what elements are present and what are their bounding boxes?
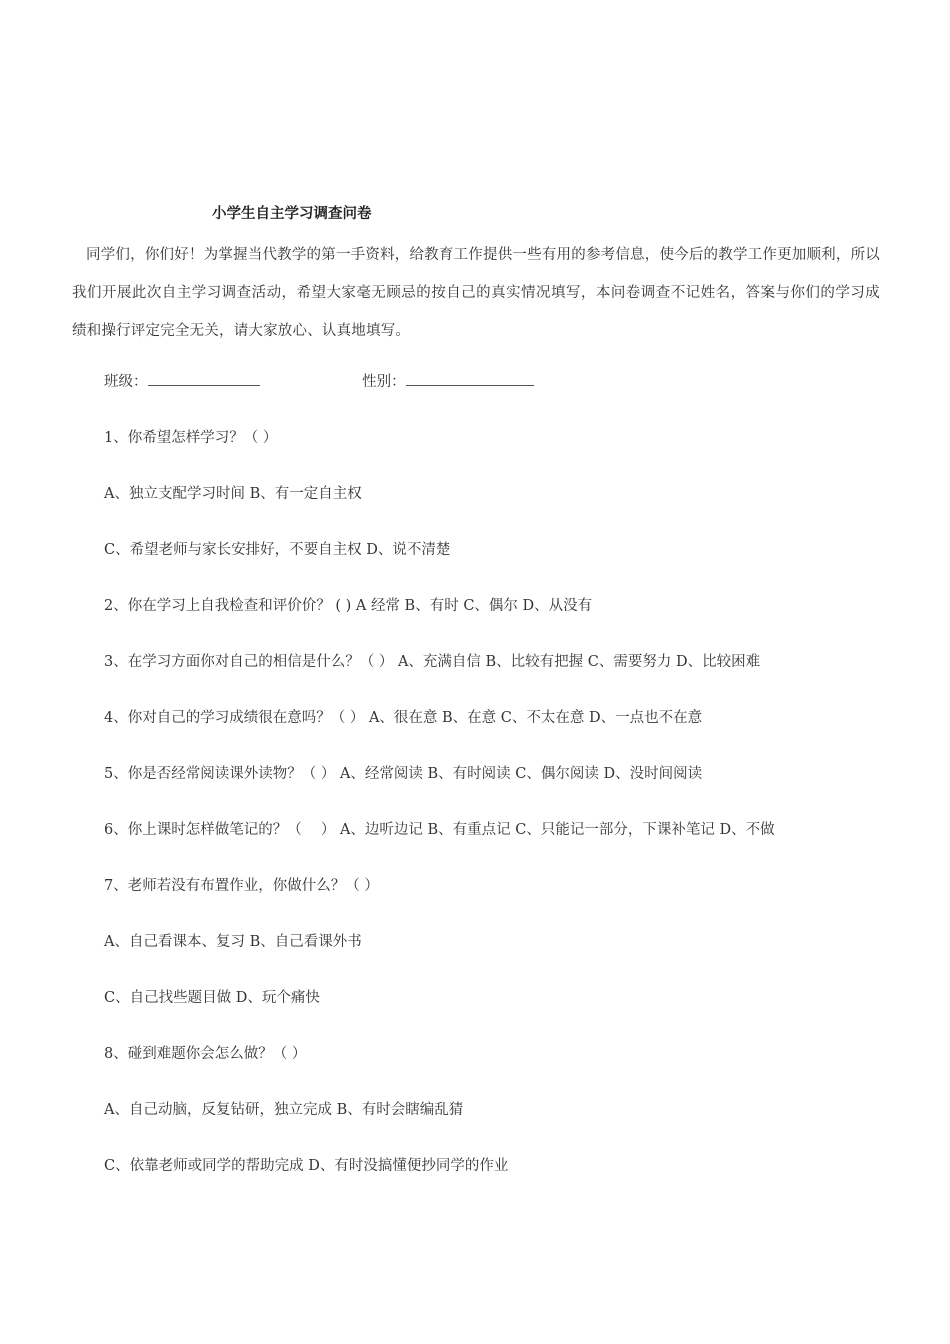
- question-1-options-cd: C、希望老师与家长安排好，不要自主权 D、说不清楚: [104, 542, 451, 558]
- class-field: [104, 370, 260, 391]
- question-7-options-cd: C、自己找些题目做 D、玩个痛快: [104, 990, 320, 1006]
- student-info-row: [104, 370, 534, 391]
- question-7-options-ab: A、自己看课本、复习 B、自己看课外书: [104, 934, 362, 950]
- question-1: 1、你希望怎样学习？（ ）: [104, 430, 278, 446]
- question-6: 6、你上课时怎样做笔记的？（ ） A、边听边记 B、有重点记 C、只能记一部分，下课补笔记 D、不做: [104, 822, 775, 838]
- question-3: 3、在学习方面你对自己的相信是什么？（ ） A、充满自信 B、比较有把握 C、需要努力 D、比较困难: [104, 654, 761, 670]
- class-label: 班级：: [104, 374, 148, 390]
- question-8-options-cd: C、依靠老师或同学的帮助完成 D、有时没搞懂便抄同学的作业: [104, 1158, 509, 1174]
- question-1-options-ab: A、独立支配学习时间 B、有一定自主权: [104, 486, 362, 502]
- page-title: 小学生自主学习调查问卷: [212, 205, 372, 222]
- question-5: 5、你是否经常阅读课外读物？（ ） A、经常阅读 B、有时阅读 C、偶尔阅读 D、没时间阅读: [104, 766, 703, 782]
- class-blank-line[interactable]: [148, 371, 260, 386]
- question-4: 4、你对自己的学习成绩很在意吗？（ ） A、很在意 B、在意 C、不太在意 D、一点也不在意: [104, 710, 703, 726]
- question-8-options-ab: A、自己动脑，反复钻研，独立完成 B、有时会瞎编乱猜: [104, 1102, 464, 1118]
- intro-paragraph: 同学们，你们好！为掌握当代教学的第一手资料，给教育工作提供一些有用的参考信息，使今后的教学工作更加顺利，所以我们开展此次自主学习调查活动，希望大家毫无顾忌的按自己的真实情况填写，本问卷调查不记姓名，答案与你们的学习成绩和操行评定完全无关，请大家放心、认真地填写。: [72, 247, 880, 339]
- question-7: 7、老师若没有布置作业，你做什么？（ ）: [104, 878, 379, 894]
- gender-blank-line[interactable]: [406, 371, 534, 386]
- question-8: 8、碰到难题你会怎么做？（ ）: [104, 1046, 307, 1062]
- gender-label: 性别：: [362, 374, 406, 390]
- question-2: 2、你在学习上自我检查和评价价？ ( ) A 经常 B、有时 C、偶尔 D、从没有: [104, 598, 593, 614]
- gender-field: [362, 370, 534, 391]
